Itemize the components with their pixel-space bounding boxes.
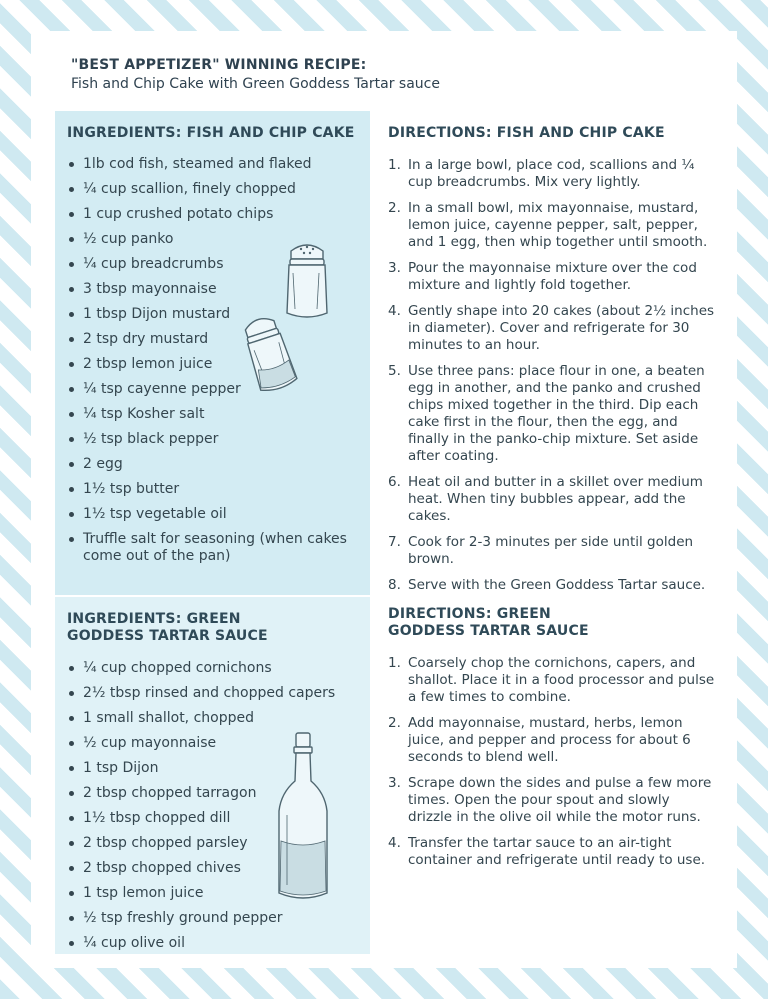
step-number: 2. [388,200,401,216]
directions-sauce-section [388,606,718,878]
ingredient-sauce-item: 2 tbsp chopped parsley [67,835,358,852]
direction-fish-step [388,363,718,465]
ingredient-sauce-item: ½ cup mayonnaise [67,735,358,752]
step-number: 7. [388,534,401,550]
ingredients-fish-list [67,156,358,565]
ingredient-fish-item: 2 tsp dry mustard [67,331,358,348]
step-number: 5. [388,363,401,379]
step-number: 8. [388,577,401,593]
step-text: Gently shape into 20 cakes (about 2½ inches in diameter). Cover and refrigerate for 30 minutes to an hour. [408,303,715,353]
direction-fish-step [388,200,718,251]
page-header [71,57,711,92]
ingredient-fish-item: ¼ tsp Kosher salt [67,406,358,423]
ingredient-fish-item: ¼ cup breadcrumbs [67,256,358,273]
step-number: 1. [388,157,401,173]
ingredient-fish-item: 1 cup crushed potato chips [67,206,358,223]
direction-sauce-step [388,835,718,869]
ingredient-fish-item: 1lb cod fish, steamed and flaked [67,156,358,173]
ingredient-sauce-item: ¼ cup chopped cornichons [67,660,358,677]
ingredient-fish-item: ½ cup panko [67,231,358,248]
step-text: In a small bowl, mix mayonnaise, mustard, lemon juice, cayenne pepper, salt, pepper, and 1 egg, then whip together until smooth. [408,200,708,250]
ingredient-fish-item: ¼ tsp cayenne pepper [67,381,358,398]
step-text: Serve with the Green Goddess Tartar sauce. [408,577,706,593]
ingredient-sauce-item: 2½ tbsp rinsed and chopped capers [67,685,358,702]
ingredient-fish-item: 2 egg [67,456,358,473]
directions-fish-title: DIRECTIONS: FISH AND CHIP CAKE [388,125,665,141]
ingredient-fish-item: 1½ tsp vegetable oil [67,506,358,523]
direction-fish-step [388,474,718,525]
page-title: "BEST APPETIZER" WINNING RECIPE: [71,57,367,73]
oil-bottle-icon [269,731,339,906]
step-text: Add mayonnaise, mustard, herbs, lemon juice, and pepper and process for about 6 seconds to blend well. [408,715,691,765]
ingredient-sauce-item: 2 tbsp chopped tarragon [67,785,358,802]
direction-fish-step [388,157,718,191]
step-text: In a large bowl, place cod, scallions and ¼ cup breadcrumbs. Mix very lightly. [408,157,695,190]
step-number: 2. [388,715,401,731]
directions-fish-list [388,157,718,594]
direction-sauce-step [388,715,718,766]
step-number: 4. [388,303,401,319]
direction-fish-step [388,577,718,594]
step-text: Scrape down the sides and pulse a few more times. Open the pour spout and slowly drizzle in the olive oil while the motor runs. [408,775,712,825]
ingredient-fish-item: 1 tbsp Dijon mustard [67,306,358,323]
ingredient-fish-item: 1½ tsp butter [67,481,358,498]
direction-fish-step [388,303,718,354]
direction-fish-step [388,260,718,294]
page-subtitle: Fish and Chip Cake with Green Goddess Tartar sauce [71,76,440,92]
ingredient-sauce-item: 1 tsp lemon juice [67,885,358,902]
ingredient-sauce-item: ½ tsp freshly ground pepper [67,910,358,927]
ingredient-fish-item: ¼ cup scallion, finely chopped [67,181,358,198]
ingredients-fish-title: INGREDIENTS: FISH AND CHIP CAKE [67,125,355,141]
step-number: 6. [388,474,401,490]
step-text: Pour the mayonnaise mixture over the cod mixture and lightly fold together. [408,260,697,293]
ingredient-fish-item: 3 tbsp mayonnaise [67,281,358,298]
ingredient-fish-item: Truffle salt for seasoning (when cakes come out of the pan) [67,531,358,565]
ingredient-sauce-item: 1 tsp Dijon [67,760,358,777]
ingredient-sauce-item: ¼ cup olive oil [67,935,358,952]
direction-fish-step [388,534,718,568]
step-text: Use three pans: place flour in one, a beaten egg in another, and the panko and crushed chips mixed together in the third. Dip each cake first in the flour, then the egg, and finally in the panko-chip mixture. Set aside after coating. [408,363,705,464]
ingredient-sauce-item: 1 small shallot, chopped [67,710,358,727]
ingredient-sauce-item: 1½ tbsp chopped dill [67,810,358,827]
ingredients-sauce-title: INGREDIENTS: GREEN GODDESS TARTAR SAUCE [67,611,268,644]
step-text: Cook for 2-3 minutes per side until golden brown. [408,534,694,567]
directions-sauce-list [388,655,718,869]
directions-sauce-title: DIRECTIONS: GREEN GODDESS TARTAR SAUCE [388,606,589,639]
direction-sauce-step [388,655,718,706]
directions-fish-section [388,125,718,603]
pepper-shaker-icon [233,306,303,396]
step-text: Heat oil and butter in a skillet over medium heat. When tiny bubbles appear, add the cakes. [408,474,703,524]
ingredient-fish-item: 2 tbsp lemon juice [67,356,358,373]
step-text: Transfer the tartar sauce to an air-tight container and refrigerate until ready to use. [408,835,706,868]
step-text: Coarsely chop the cornichons, capers, and shallot. Place it in a food processor and pulse a few times to combine. [408,655,715,705]
ingredient-fish-item: ½ tsp black pepper [67,431,358,448]
step-number: 4. [388,835,401,851]
step-number: 3. [388,775,401,791]
ingredients-fish-section [55,111,370,595]
step-number: 1. [388,655,401,671]
direction-sauce-step [388,775,718,826]
recipe-card [31,31,737,968]
ingredient-sauce-item: 2 tbsp chopped chives [67,860,358,877]
step-number: 3. [388,260,401,276]
